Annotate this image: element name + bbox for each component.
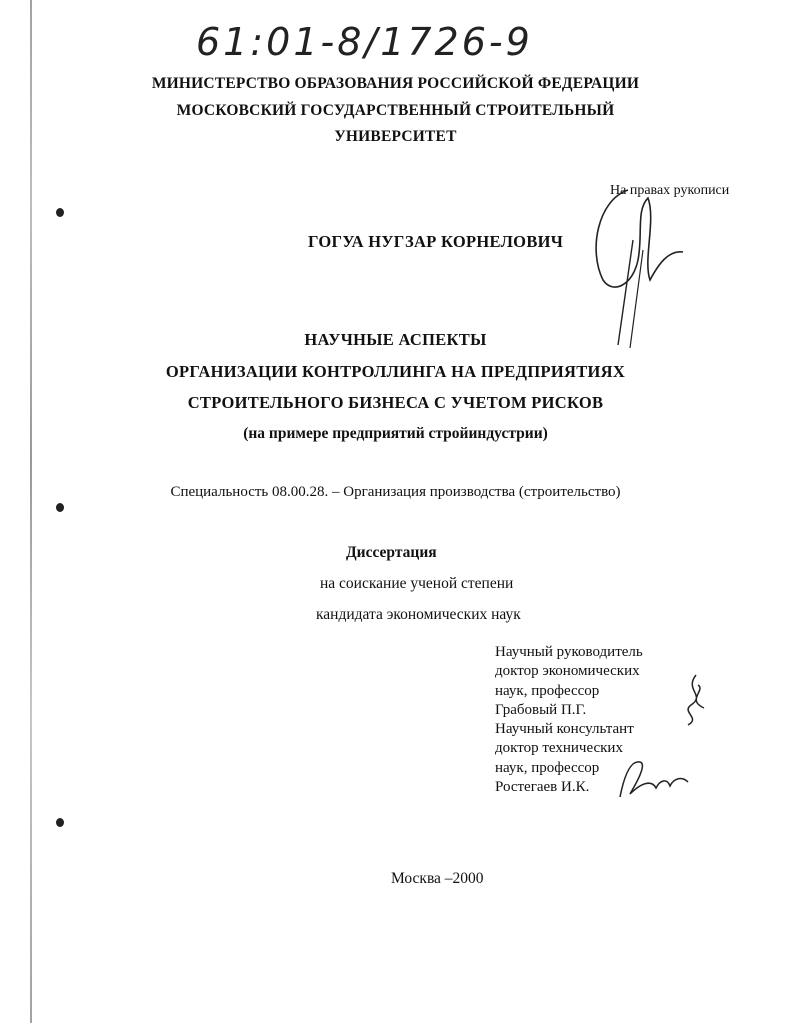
- title-line2: ОРГАНИЗАЦИИ КОНТРОЛЛИНГА НА ПРЕДПРИЯТИЯХ: [165, 362, 626, 381]
- supervisor-signature: [676, 670, 716, 730]
- title-line1: НАУЧНЫЕ АСПЕКТЫ: [304, 330, 487, 349]
- university-name-line2: УНИВЕРСИТЕТ: [334, 128, 457, 145]
- specialty: Специальность 08.00.28. – Организация производства (строительство): [170, 484, 621, 500]
- consultant-role: Научный консультант: [495, 721, 634, 738]
- author-signature: [588, 180, 708, 350]
- registration-number: [196, 20, 540, 80]
- consultant-signature: [612, 752, 692, 807]
- consultant-name: Ростегаев И.К.: [495, 779, 590, 796]
- scan-left-edge: [30, 0, 32, 1023]
- manuscript-note: На правах рукописи: [610, 183, 730, 198]
- punch-hole: [56, 503, 64, 512]
- degree-line2: кандидата экономических наук: [316, 606, 521, 623]
- university-name-line1: МОСКОВСКИЙ ГОСУДАРСТВЕННЫЙ СТРОИТЕЛЬНЫЙ: [176, 102, 615, 119]
- title-line3: СТРОИТЕЛЬНОГО БИЗНЕСА С УЧЕТОМ РИСКОВ: [187, 393, 604, 412]
- supervisor-name: Грабовый П.Г.: [495, 701, 587, 718]
- punch-hole: [56, 818, 64, 827]
- supervisor-title: наук, профессор: [495, 682, 600, 699]
- consultant-degree: доктор технических: [495, 740, 623, 757]
- title-subtitle: (на примере предприятий стройиндустрии): [243, 425, 548, 442]
- ministry-heading: МИНИСТЕРСТВО ОБРАЗОВАНИЯ РОССИЙСКОЙ ФЕДЕРАЦИИ: [151, 75, 640, 92]
- degree-line1: на соискание ученой степени: [320, 575, 514, 592]
- supervisor-degree: доктор экономических: [495, 663, 640, 680]
- consultant-title: наук, профессор: [495, 759, 600, 776]
- supervisor-role: Научный руководитель: [495, 644, 643, 660]
- punch-hole: [56, 208, 64, 217]
- author-name: ГОГУА НУГЗАР КОРНЕЛОВИЧ: [308, 232, 564, 251]
- registration-number-text: 61:01-8/1726-9: [196, 20, 533, 64]
- city-year: Москва –2000: [391, 870, 484, 887]
- document-type: Диссертация: [346, 544, 437, 561]
